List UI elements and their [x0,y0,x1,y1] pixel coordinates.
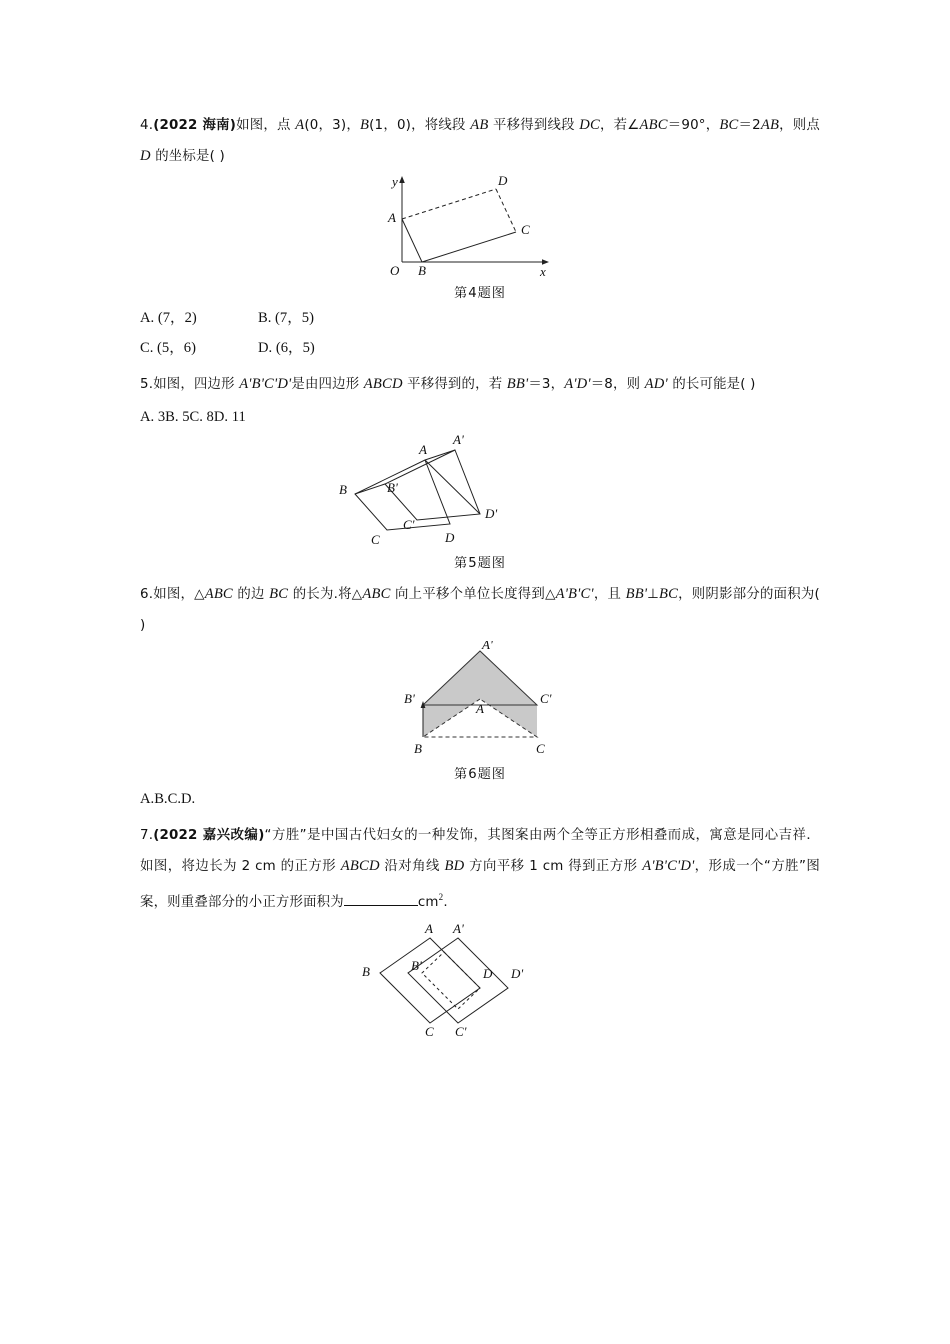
figure-7-label-Dp: D' [511,965,524,981]
q5-option-B[interactable] [165,409,189,425]
q4-p4: 平移得到线段 [488,118,580,133]
question-7 [140,820,820,1038]
segment-ADp [425,460,480,514]
q6-p6: ⊥ [647,587,660,602]
q5-p3: 平移得到的，若 [402,377,507,392]
q6-seg-BBp: BB' [625,586,648,602]
q6-p5: ，且 [593,587,626,602]
figure-5-wrap [140,432,820,550]
q7-square-ABCD: ABCD [340,858,380,874]
q7-superscript: 2 [438,892,444,902]
q4-p7: ＝2 [738,118,761,133]
figure-5-label-Cp: C' [403,517,415,532]
q4-seg-AB-2: AB [760,117,780,133]
q6-seg-BC-2: BC [659,586,679,602]
q4-source: (2022 海南) [153,118,237,133]
q4-option-D[interactable] [258,333,315,363]
q5-option-A-value: 3 [157,409,166,425]
figure-6-wrap [140,641,820,761]
q6-seg-BC: BC [269,586,289,602]
q5-seg-ADp: AD' [644,376,668,392]
q5-quad-1: A'B'C'D' [239,376,292,392]
q4-option-A[interactable] [140,303,258,333]
figure-4-label-x: x [540,264,546,279]
shaded-overlap-region [423,651,537,737]
q6-option-C[interactable] [168,791,181,807]
question-4 [140,110,820,363]
figure-4-caption: 第4题图 [454,286,506,301]
question-6-text [140,579,820,641]
q5-option-A-key: A. [140,409,155,425]
q5-p2: 是由四边形 [291,377,364,392]
figure-5-label-C: C [371,532,380,547]
q5-option-D-value: 11 [231,409,246,425]
q4-p3: (1，0)，将线段 [369,118,471,133]
q5-option-D[interactable] [214,409,246,425]
figure-4-label-D: D [498,173,508,188]
q6-option-B-key: B. [154,791,168,807]
q4-option-C-key: C. [140,340,154,356]
figure-5 [315,432,645,550]
q6-tri-ApBpCp: A'B'C' [555,586,594,602]
q5-p1: 如图，四边形 [153,377,240,392]
figure-6-label-Ap: A' [482,641,493,652]
figure-4-wrap [140,172,820,280]
q4-point-D: D [140,148,151,164]
q4-angle-ABC: ABC [639,117,668,133]
q5-option-C-key: C. [189,409,203,425]
q5-option-C[interactable] [190,409,214,425]
q4-seg-DC: DC [579,117,600,133]
figure-5-label-Dp: D' [485,506,498,521]
q4-option-B-value: (7，5) [275,310,314,326]
q6-tri-ABC: ABC [204,586,233,602]
figure-7-label-A: A [425,920,433,936]
figure-5-label-B: B [339,482,347,497]
q5-option-D-key: D. [213,409,229,425]
figure-7-wrap [140,918,820,1038]
q7-p5: cm [417,894,439,910]
q6-option-D[interactable] [181,791,195,807]
q4-option-C[interactable] [140,333,258,363]
q5-option-B-value: 5 [182,409,190,425]
q5-seg-BB: BB' [506,376,529,392]
question-6-options [140,784,820,814]
q6-p2: 的边 [232,587,270,602]
question-5-options [140,402,820,432]
figure-7 [315,918,645,1038]
q6-option-A-key: A. [140,791,155,807]
figure-4-label-A: A [388,210,396,225]
worksheet-content [140,110,820,1042]
q4-option-row-2 [140,333,820,363]
q5-p6: 的长可能是( ) [667,377,756,392]
question-5 [140,369,820,571]
q4-label-B: B [360,117,370,133]
overlap-square [422,952,480,1009]
q5-option-A[interactable] [140,409,165,425]
figure-7-label-B: B [362,963,370,979]
q7-source: (2022 嘉兴改编) [153,828,265,843]
q6-option-C-key: C. [167,791,181,807]
figure-4-label-O: O [390,263,400,278]
q4-number: 4. [140,118,154,133]
q6-option-B[interactable] [154,791,167,807]
q4-option-C-value: (5，6) [157,340,196,356]
q5-p4: ＝3， [528,377,565,392]
q6-option-A[interactable] [140,791,154,807]
q7-p6: . [443,894,448,910]
figure-5-label-A: A [419,442,427,457]
figure-6-label-Cp: C' [540,691,552,706]
segment-BC [422,232,516,262]
q4-seg-BC: BC [719,117,739,133]
figure-6-label-C: C [536,741,545,756]
figure-7-label-Ap: A' [453,920,464,936]
q4-p5: ，若∠ [599,118,640,133]
figure-6-caption: 第6题图 [454,767,506,782]
figure-6-label-Bp: B' [404,691,415,706]
q5-option-B-key: B. [165,409,179,425]
q4-option-B[interactable] [258,303,314,333]
q6-p7: ，则阴影部分的面积为( ) [140,587,820,633]
q7-p3: 方向平移 1 cm 得到正方形 [464,859,643,874]
segment-AB [402,219,422,262]
q4-p2: (0，3)， [304,118,360,133]
q4-option-D-value: (6，5) [275,340,315,356]
q4-option-A-key: A. [140,310,155,326]
q4-seg-AB: AB [470,117,489,133]
question-6 [140,579,820,814]
segment-BBp [355,484,385,494]
q5-p5: ＝8，则 [590,377,645,392]
figure-5-label-D: D [445,530,455,545]
q7-number: 7. [140,828,154,843]
q7-p2: 沿对角线 [379,859,445,874]
figure-4-label-y: y [392,174,398,189]
segment-AD [402,189,496,219]
quad-ApBpCpDp [385,450,480,520]
q6-tri-ABC-2: ABC [362,586,391,602]
figure-7-label-D: D [483,965,493,981]
figure-6 [330,641,630,761]
q6-option-D-key: D. [180,791,196,807]
q7-square-ApBpCpDp: A'B'C'D' [642,858,695,874]
figure-5-label-Ap: A' [453,432,464,447]
figure-7-label-Cp: C' [455,1023,467,1038]
q4-p8: ，则点 [779,118,821,133]
figure-6-label-A: A [476,701,484,716]
figure-7-label-C: C [425,1023,434,1038]
q6-p1: 如图，△ [153,587,205,602]
question-5-text [140,369,820,400]
q4-p1: 如图，点 [236,118,296,133]
q5-quad-2: ABCD [363,376,403,392]
q4-option-D-key: D. [258,340,273,356]
q7-diag-BD: BD [444,858,465,874]
q4-option-A-value: (7，2) [157,310,197,326]
q6-number: 6. [140,587,154,602]
segment-DC [496,189,516,232]
q4-option-row-1 [140,303,820,333]
q4-label-A: A [295,117,305,133]
q6-p3: 的长为.将△ [288,587,363,602]
q5-number: 5. [140,377,154,392]
segment-AAp [425,450,455,460]
q7-answer-blank[interactable] [344,905,418,906]
figure-7-label-Bp: B' [411,957,422,973]
figure-6-label-B: B [414,741,422,756]
figure-4 [330,172,630,280]
figure-4-label-B: B [418,263,426,278]
q7-p4: ，形成一个“方胜”图案，则重叠部分的小正方形面积为 [140,859,821,910]
square-ApBpCpDp [408,938,508,1023]
q4-p9: 的坐标是( ) [150,149,225,164]
q6-p4: 向上平移个单位长度得到△ [390,587,556,602]
figure-5-label-Bp: B' [387,480,398,495]
figure-5-caption: 第5题图 [454,556,506,571]
q5-seg-AD: A'D' [564,376,591,392]
q7-p1: “方胜”是中国古代妇女的一种发饰，其图案由两个全等正方形相叠而成，寓意是同心吉祥．如图，将边长为 2 cm 的正方形 [140,828,821,874]
question-7-text [140,820,820,918]
q5-option-C-value: 8 [206,409,214,425]
q4-option-B-key: B. [258,310,272,326]
figure-4-label-C: C [521,222,530,237]
y-axis-arrow [399,176,405,183]
question-4-text [140,110,820,172]
q4-p6: ＝90°， [667,118,720,133]
question-4-options [140,303,820,363]
